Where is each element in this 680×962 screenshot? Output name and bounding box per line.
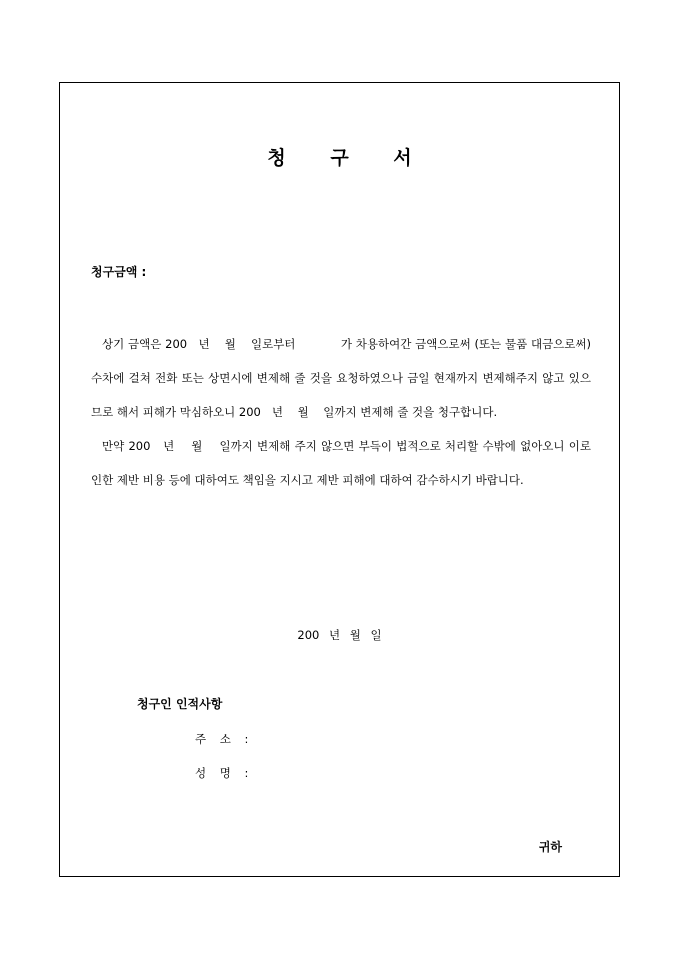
body-paragraph-1: 상기 금액은 200 년 월 일로부터 가 차용하여간 금액으로써 (또는 물품 대금으로써) 수차에 걸쳐 전화 또는 상면시에 변제해 줄 것을 요청하였으나 금일 현재까지 변제해주지 않고 있으므로 해서 피해가 막심하오니 200 년 월 일까지 변제해 줄 것을 청구합니다.: [91, 337, 595, 419]
claim-amount-label: 청구금액 :: [91, 265, 147, 279]
title-char-3: 서: [393, 147, 412, 169]
claim-body: [91, 327, 595, 497]
body-paragraph-2: 만약 200 년 월 일까지 변제해 주지 않으면 부득이 법적으로 처리할 수밖에 없아오니 이로 인한 제반 비용 등에 대하여도 책임을 지시고 제반 피해에 대하여 감수하시기 바랍니다.: [91, 439, 595, 487]
document-title: [60, 143, 619, 170]
document-frame: [59, 82, 620, 877]
address-label-char-1: 주: [195, 732, 207, 746]
name-label-colon: :: [244, 766, 249, 780]
title-char-2: 구: [330, 147, 349, 169]
title-char-1: 청: [267, 147, 286, 169]
claimant-info-heading: 청구인 인적사항: [137, 697, 223, 711]
name-label-char-1: 성: [195, 766, 207, 780]
address-label-char-2: 소: [219, 732, 231, 746]
document-date: 200 년 월 일: [297, 628, 382, 642]
address-label-colon: :: [244, 732, 249, 746]
name-label-char-2: 명: [219, 766, 231, 780]
name-field: [195, 765, 248, 781]
address-field: [195, 731, 248, 747]
closing-honorific: 귀하: [538, 840, 562, 854]
